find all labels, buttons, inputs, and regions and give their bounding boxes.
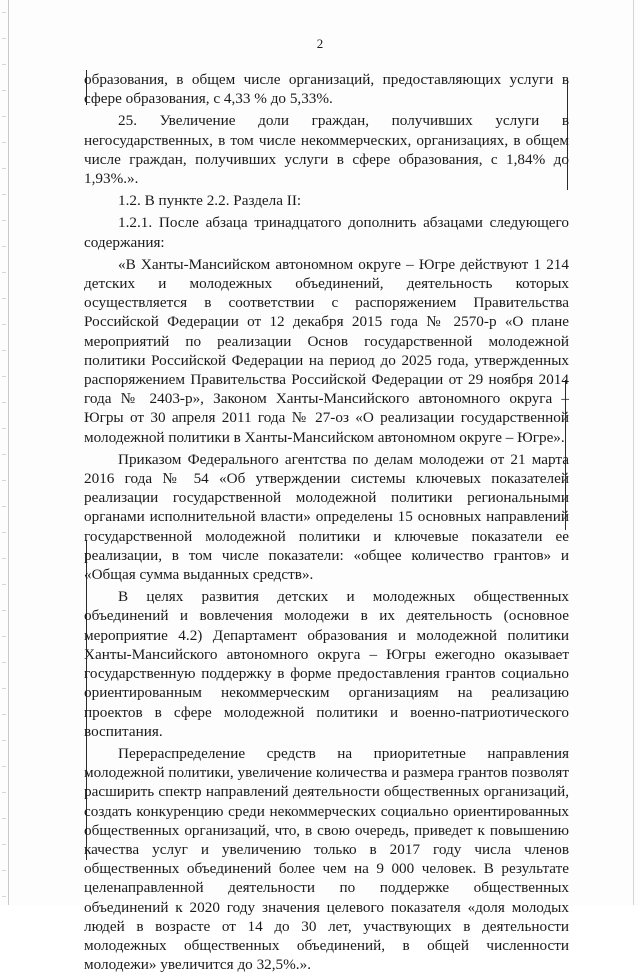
paragraph-ugra-associations: «В Ханты-Мансийском автономном округе – Югре действуют 1 214 детских и молодежных объединений, деятельность которых осуществляется в соответствии с распоряжением Правительства Российской Федерации от 12 декабря 2015 года № 2570-р «О плане мероприятий по реализации Основ государственной молодежной политики Российской Федерации на период до 2025 года, утвержденных распоряжением Правительства Российской Федерации от 29 ноября 2014 года № 2403-р», Законом Ханты-Мансийского автономного округа – Югры от 30 апреля 2011 года № 27-оз «О реализации государственной молодежной политики в Ханты-Мансийском автономном округе – Югре». — [84, 255, 569, 446]
paragraph-continuation: образования, в общем числе организаций, предоставляющих услуги в сфере образования, с 4,33 % до 5,33%. — [84, 71, 569, 108]
scan-margin-artifact — [2, 0, 6, 905]
paragraph-grants-support: В целях развития детских и молодежных общественных объединений и вовлечения молодежи в их деятельность (основное мероприятие 4.2) Департамент образования и молодежной политики Ханты-Мансийского автономного округа – Югры ежегодно оказывает государственную поддержку в форме предоставления грантов социально ориентированным некоммерческим организациям на реализацию проектов в сфере молодежной политики и военно-патриотического воспитания. — [84, 588, 569, 740]
paragraph-section-1-2: 1.2. В пункте 2.2. Раздела II: — [118, 192, 302, 210]
paragraph-item-25: 25. Увеличение доли граждан, получивших услуги в негосударственных, в том числе некоммерческих, организациях, в общем числе граждан, получивших услуги в сфере образования, с 1,84% до 1,93%.». — [84, 112, 569, 188]
paragraph-federal-agency-order: Приказом Федерального агентства по делам молодежи от 21 марта 2016 года № 54 «Об утверждении системы ключевых показателей реализации государственной молодежной политики региональными органами исполнительной власти» определены 15 основных направлений государственной молодежной политики и ключевые показатели ее реализации, в том числе показатели: «общее количество грантов» и «Общая сумма выданных средств». — [84, 450, 569, 584]
paragraph-redistribution: Перераспределение средств на приоритетные направления молодежной политики, увеличение количества и размера грантов позволят расширить спектр направлений деятельности общественных организаций, создать конкуренцию среди некоммерческих социально ориентированных общественных организаций, что, в свою очередь, приведет к повышению качества услуг и увеличению только в 2017 году числа членов общественных объединений более чем на 9 000 человек. В результате целенаправленной деятельности по поддержке общественных объединений к 2020 году значения целевого показателя «доля молодых людей в возрасте от 14 до 30 лет, участвующих в деятельности молодежных общественных объединений, в общей численности молодежи» увеличится до 32,5%.». — [84, 744, 569, 974]
scan-left-edge — [8, 0, 9, 905]
document-body — [84, 70, 569, 974]
scan-right-edge — [633, 0, 634, 905]
paragraph-section-1-2-1: 1.2.1. После абзаца тринадцатого дополнить абзацами следующего содержания: — [84, 214, 569, 251]
page-number: 2 — [316, 36, 324, 51]
